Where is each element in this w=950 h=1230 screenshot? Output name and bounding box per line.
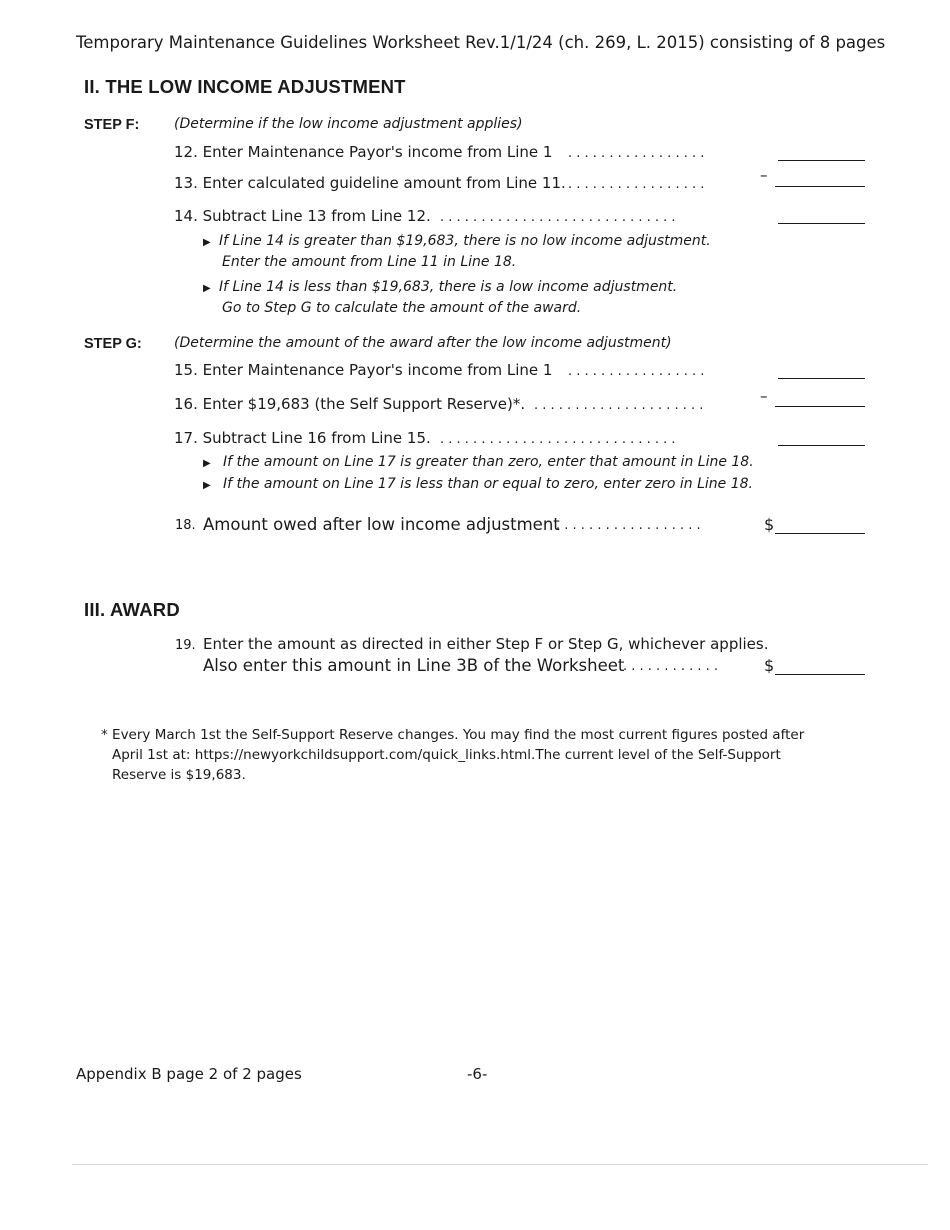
line-18-label: Amount owed after low income adjustment: [203, 515, 560, 534]
step-g-bullet-1: [203, 454, 754, 470]
line-14-answer-field[interactable]: [778, 222, 865, 224]
bullet-icon: ▶: [203, 283, 211, 294]
step-g-label: STEP G:: [84, 336, 142, 352]
line-14-label: 14. Subtract Line 13 from Line 12.: [174, 207, 431, 225]
line-15-answer-field[interactable]: [778, 377, 865, 379]
step-f-bullet-2: [203, 279, 677, 295]
line-17-answer-field[interactable]: [778, 444, 865, 446]
step-f-bullet-1-line-2: Enter the amount from Line 11 in Line 18.: [222, 254, 517, 270]
page-header: Temporary Maintenance Guidelines Worksheet Rev.1/1/24 (ch. 269, L. 2015) consisting of 8 pages: [76, 33, 886, 52]
bullet-icon: ▶: [203, 237, 211, 248]
line-13-label: 13. Enter calculated guideline amount from Line 11.: [174, 174, 566, 192]
line-19-leader: . . . . . . . . . . . .: [623, 659, 719, 674]
page-number: -6-: [467, 1065, 488, 1083]
line-18-number: 18.: [175, 518, 196, 533]
bullet-2-line-1: If Line 14 is less than $19,683, there is a low income adjustment.: [219, 279, 678, 295]
step-g-description: (Determine the amount of the award after the low income adjustment): [174, 335, 672, 351]
bullet-icon: ▶: [203, 458, 211, 469]
line-19-label-2: Also enter this amount in Line 3B of the Worksheet: [203, 656, 625, 675]
dollar-sign-18: $: [764, 515, 775, 534]
section-title-low-income: II. THE LOW INCOME ADJUSTMENT: [84, 76, 406, 97]
step-f-bullet-2-line-2: Go to Step G to calculate the amount of the award.: [222, 300, 582, 316]
line-16-leader: . . . . . . . . . . . . . . . . . . . . .: [534, 398, 704, 413]
dollar-sign-19: $: [764, 656, 775, 675]
line-16-answer-field[interactable]: [775, 405, 865, 407]
line-16-label: 16. Enter $19,683 (the Self Support Reserve)*.: [174, 395, 526, 413]
bullet-icon: ▶: [203, 480, 211, 491]
line-18-answer-field[interactable]: [775, 532, 865, 534]
section-title-award: III. AWARD: [84, 599, 180, 620]
step-g-bullet-2: [203, 476, 753, 492]
line-17-leader: . . . . . . . . . . . . . . . . . . . . . . . . . . . . .: [440, 432, 676, 447]
line-12-leader: . . . . . . . . . . . . . . . . .: [568, 146, 705, 161]
step-g-bullet-2-text: If the amount on Line 17 is less than or equal to zero, enter zero in Line 18.: [223, 476, 754, 492]
step-g-bullet-1-text: If the amount on Line 17 is greater than zero, enter that amount in Line 18.: [223, 454, 754, 470]
line-17-label: 17. Subtract Line 16 from Line 15.: [174, 429, 431, 447]
footnote-line-1: * Every March 1st the Self-Support Reserve changes. You may find the most current figures posted after: [101, 727, 805, 743]
step-f-label: STEP F:: [84, 117, 140, 133]
line-19-label-1: Enter the amount as directed in either Step F or Step G, whichever applies.: [203, 635, 769, 653]
line-12-answer-field[interactable]: [778, 159, 865, 161]
line-13-answer-field[interactable]: [775, 185, 865, 187]
minus-sign-16: –: [760, 387, 768, 405]
footer-appendix: Appendix B page 2 of 2 pages: [76, 1065, 302, 1083]
step-f-bullet-1: [203, 233, 711, 249]
line-14-leader: . . . . . . . . . . . . . . . . . . . . . . . . . . . . .: [440, 210, 676, 225]
minus-sign-13: –: [760, 166, 768, 184]
line-19-answer-field[interactable]: [775, 673, 865, 675]
step-f-description: (Determine if the low income adjustment applies): [174, 116, 523, 132]
footnote-line-2: April 1st at: https://newyorkchildsupport.com/quick_links.html.The current level of the Self-Support: [112, 747, 781, 763]
line-18-leader: . . . . . . . . . . . . . . . . . .: [556, 518, 701, 533]
page-divider: [72, 1164, 928, 1165]
line-13-leader: . . . . . . . . . . . . . . . . .: [568, 177, 705, 192]
line-15-label: 15. Enter Maintenance Payor's income from Line 1: [174, 361, 553, 379]
footnote-line-3: Reserve is $19,683.: [112, 767, 246, 783]
line-12-label: 12. Enter Maintenance Payor's income from Line 1: [174, 143, 553, 161]
bullet-1-line-1: If Line 14 is greater than $19,683, there is no low income adjustment.: [219, 233, 711, 249]
line-15-leader: . . . . . . . . . . . . . . . . .: [568, 364, 705, 379]
line-19-number: 19.: [175, 638, 196, 653]
